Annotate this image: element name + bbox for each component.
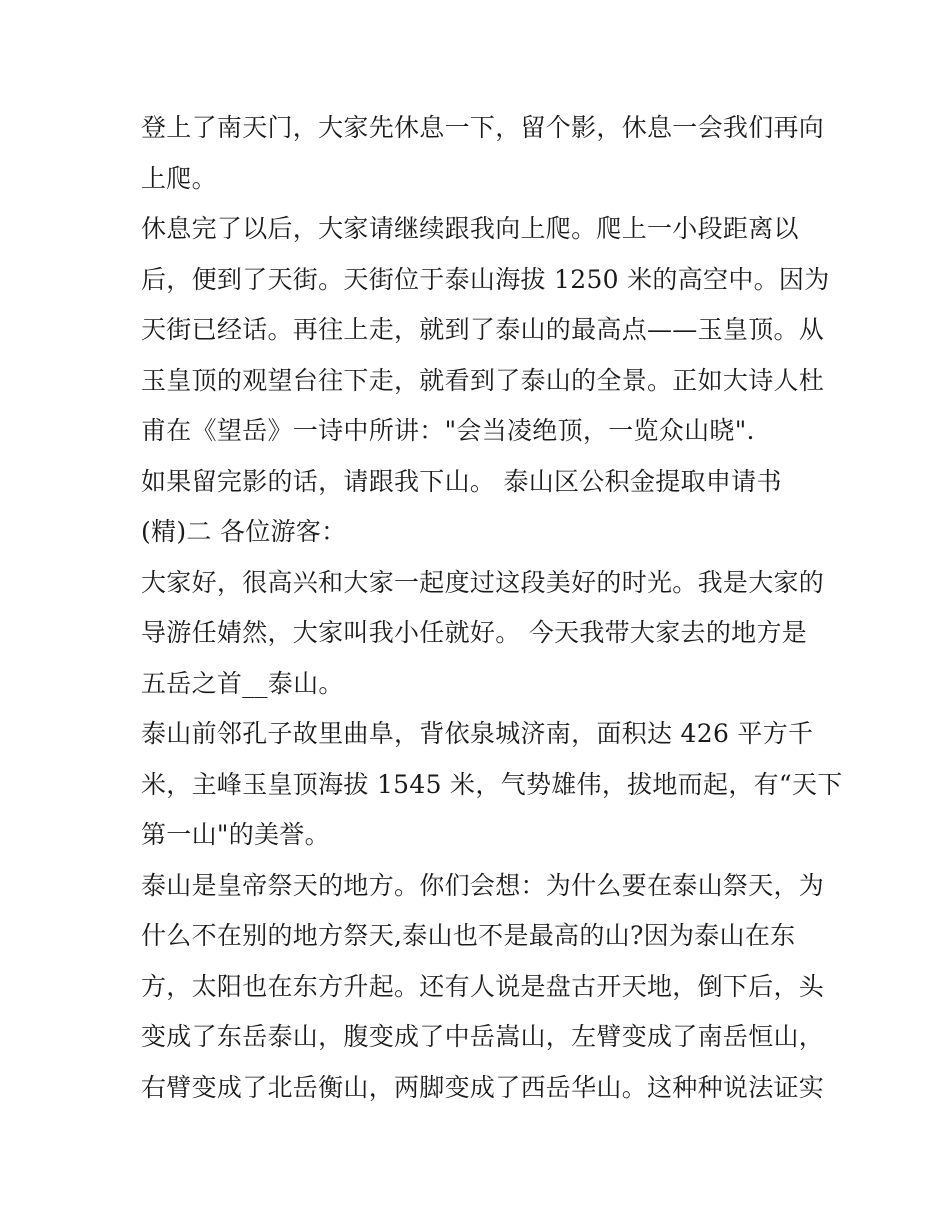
text-line: 五岳之首__泰山。 — [141, 668, 344, 698]
text-line: 后，便到了天街。天街位于泰山海拔 1250 米的高空中。因为 — [141, 264, 830, 294]
text-line: 天街已经话。再往上走，就到了泰山的最高点——玉皇顶。从 — [141, 315, 825, 344]
text-line: 大家好，很高兴和大家一起度过这段美好的时光。我是大家的 — [141, 567, 825, 597]
text-line: 泰山前邻孔子故里曲阜，背依泉城济南，面积达 426 平方千 — [141, 719, 814, 748]
text-line: 变成了东岳泰山，腹变成了中岳嵩山，左臂变成了南岳恒山， — [141, 1022, 825, 1051]
text-line: (精)二 各位游客： — [141, 517, 347, 546]
text-line: 登上了南天门，大家先休息一下，留个影，休息一会我们再向 — [141, 113, 825, 142]
text-line: 如果留完影的话，请跟我下山。 泰山区公积金提取申请书 — [141, 466, 782, 496]
text-line: 玉皇顶的观望台往下走，就看到了泰山的全景。正如大诗人杜 — [141, 365, 825, 395]
text-line: 导游任婧然，大家叫我小任就好。 今天我带大家去的地方是 — [141, 618, 808, 647]
text-line: 什么不在别的地方祭天,泰山也不是最高的山?因为泰山在东 — [141, 921, 796, 950]
text-line: 甫在《望岳》一诗中所讲："会当凌绝顶，一览众山晓". — [141, 416, 755, 445]
text-line: 右臂变成了北岳衡山，两脚变成了西岳华山。这种种说法证实 — [141, 1072, 825, 1102]
text-line: 方，太阳也在东方升起。还有人说是盘古开天地，倒下后，头 — [141, 971, 825, 1001]
text-line: 米，主峰玉皇顶海拔 1545 米，气势雄伟，拔地而起，有“天下 — [141, 769, 843, 799]
text-line: 上爬。 — [141, 163, 217, 193]
document-body — [141, 103, 843, 1113]
text-line: 第一山"的美誉。 — [141, 820, 330, 849]
text-line: 休息完了以后，大家请继续跟我向上爬。爬上一小段距离以 — [141, 214, 799, 243]
text-line: 泰山是皇帝祭天的地方。你们会想：为什么要在泰山祭天，为 — [141, 870, 825, 900]
